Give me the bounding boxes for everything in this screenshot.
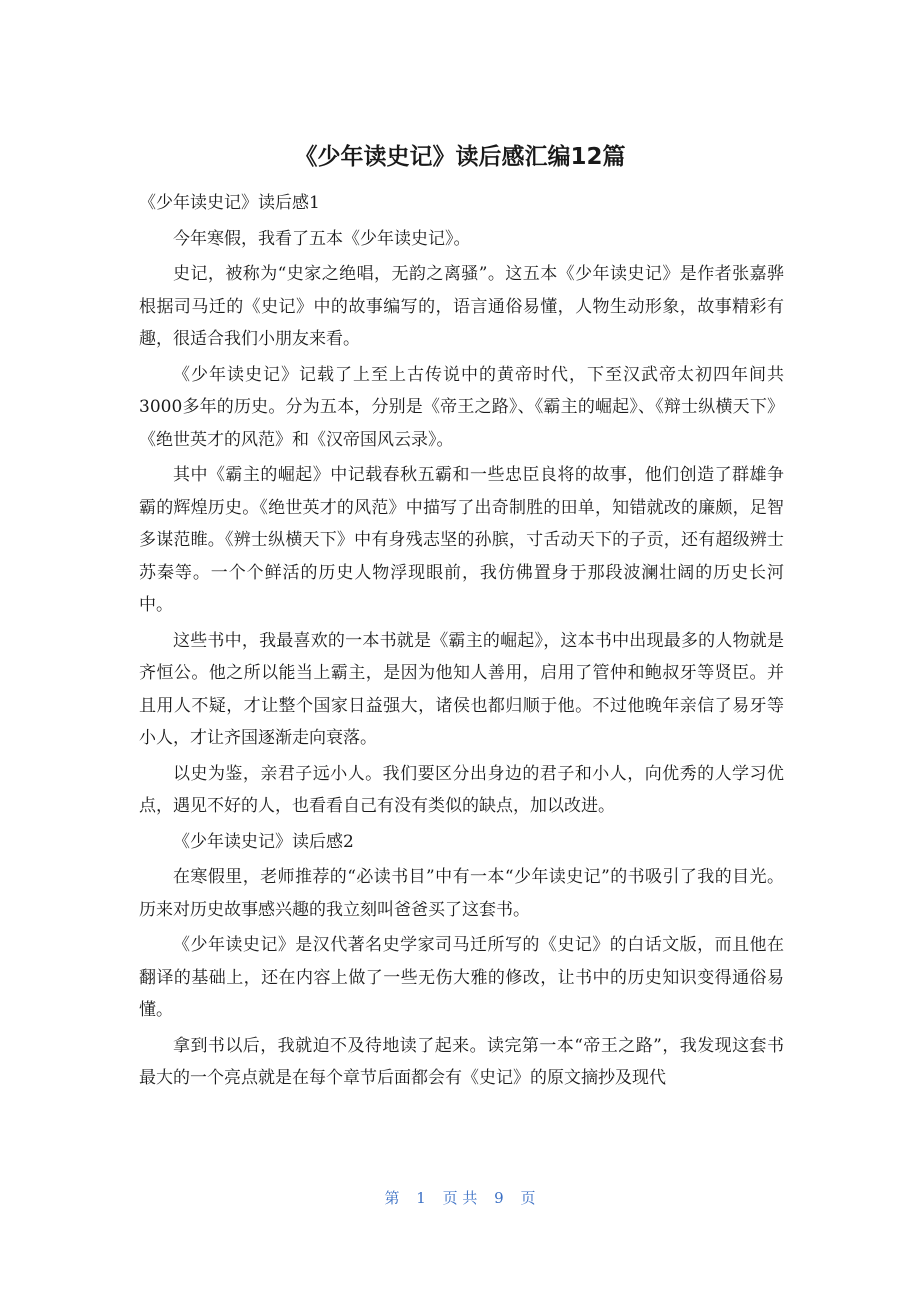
section-heading: 《少年读史记》读后感2 — [173, 831, 354, 852]
document-body — [139, 187, 784, 1095]
page-footer — [0, 1186, 920, 1210]
paragraph: 今年寒假，我看了五本《少年读史记》。 — [173, 228, 471, 249]
paragraph: 以史为鉴，亲君子远小人。我们要区分出身边的君子和小人，向优秀的人学习优点，遇见不好的人，也看看自己有没有类似的缺点，加以改进。 — [139, 763, 784, 816]
paragraph: 《少年读史记》是汉代著名史学家司马迁所写的《史记》的白话文版，而且他在翻译的基础上，还在内容上做了一些无伤大雅的修改，让书中的历史知识变得通俗易懂。 — [139, 935, 784, 1020]
paragraph: 史记，被称为“史家之绝唱，无韵之离骚”。这五本《少年读史记》是作者张嘉骅根据司马迁的《史记》中的故事编写的，语言通俗易懂，人物生动形象，故事精彩有趣，很适合我们小朋友来看。 — [139, 264, 784, 349]
paragraph: 在寒假里，老师推荐的“必读书目”中有一本“少年读史记”的书吸引了我的目光。历来对历史故事感兴趣的我立刻叫爸爸买了这套书。 — [139, 867, 784, 920]
footer-label-of: 页 共 — [442, 1189, 478, 1207]
footer-total-pages: 9 — [494, 1189, 504, 1207]
footer-current-page: 1 — [416, 1189, 426, 1207]
paragraph: 这些书中，我最喜欢的一本书就是《霸主的崛起》，这本书中出现最多的人物就是齐恒公。他之所以能当上霸主，是因为他知人善用，启用了管仲和鲍叔牙等贤臣。并且用人不疑，才让整个国家日益强大，诸侯也都归顺于他。不过他晚年亲信了易牙等小人，才让齐国逐渐走向衰落。 — [139, 630, 784, 748]
document-title: 《少年读史记》读后感汇编12篇 — [294, 144, 626, 170]
footer-label-page: 第 — [384, 1189, 400, 1207]
paragraph: 其中《霸主的崛起》中记载春秋五霸和一些忠臣良将的故事，他们创造了群雄争霸的辉煌历史。《绝世英才的风范》中描写了出奇制胜的田单，知错就改的廉颇，足智多谋范睢。《辨士纵横天下》中有身残志坚的孙膑，寸舌动天下的子贡，还有超级辨士苏秦等。一个个鲜活的历史人物浮现眼前，我仿佛置身于那段波澜壮阔的历史长河中。 — [139, 465, 784, 615]
paragraph: 《少年读史记》记载了上至上古传说中的黄帝时代，下至汉武帝太初四年间共3000多年的历史。分为五本，分别是《帝王之路》、《霸主的崛起》、《辩士纵横天下》《绝世英才的风范》和《汉帝国风云录》。 — [139, 364, 784, 450]
section-heading: 《少年读史记》读后感1 — [139, 193, 320, 213]
footer-label-pages: 页 — [520, 1189, 536, 1207]
paragraph: 拿到书以后，我就迫不及待地读了起来。读完第一本“帝王之路”，我发现这套书最大的一个亮点就是在每个章节后面都会有《史记》的原文摘抄及现代 — [139, 1035, 784, 1088]
